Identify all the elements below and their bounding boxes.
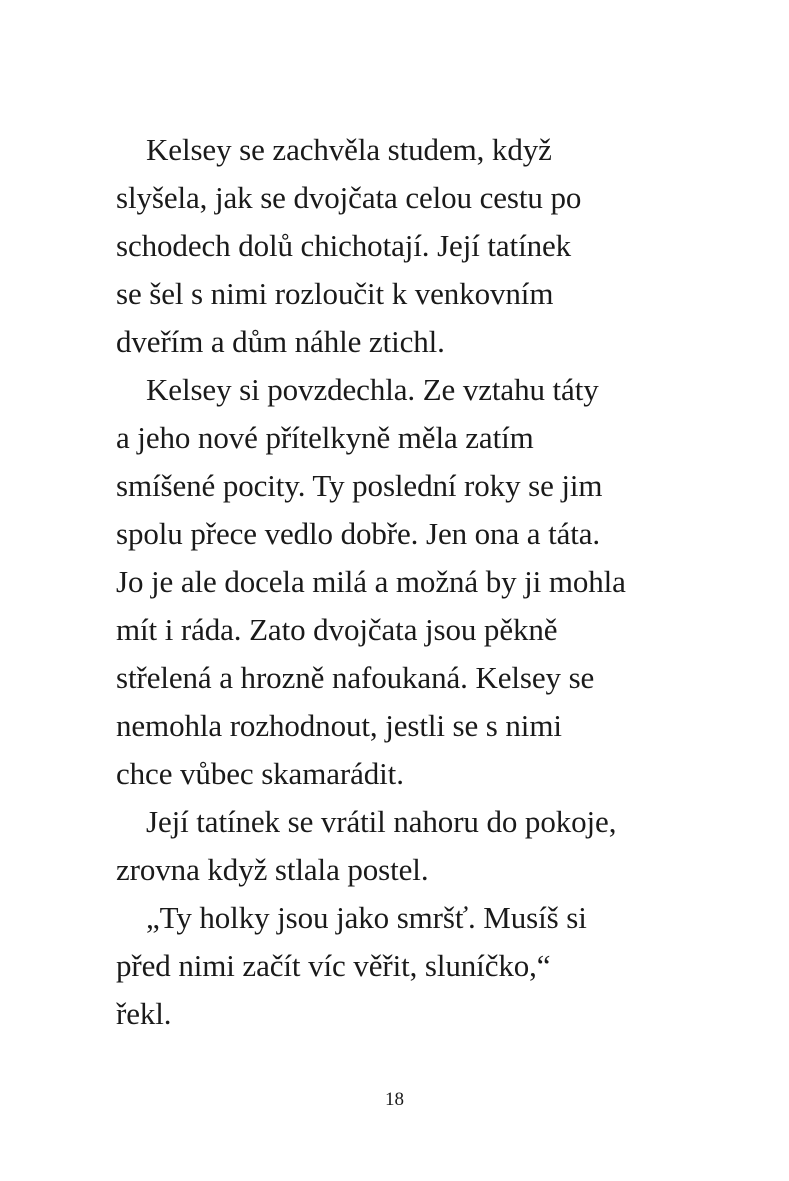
text-line: před nimi začít víc věřit, sluníčko,“ [116, 948, 551, 983]
text-line: smíšené pocity. Ty poslední roky se jim [116, 468, 603, 503]
text-line: Jo je ale docela milá a možná by ji mohla [116, 564, 626, 599]
text-line: řekl. [116, 996, 172, 1031]
text-line: Kelsey se zachvěla studem, když [146, 132, 552, 167]
text-line: Její tatínek se vrátil nahoru do pokoje, [146, 804, 617, 839]
text-line: Kelsey si povzdechla. Ze vztahu táty [146, 372, 599, 407]
text-line: střelená a hrozně nafoukaná. Kelsey se [116, 660, 595, 695]
text-line: schodech dolů chichotají. Její tatínek [116, 228, 572, 263]
text-line: dveřím a dům náhle ztichl. [116, 324, 445, 359]
body-text [116, 126, 676, 1038]
paragraph [116, 126, 676, 366]
paragraph [116, 798, 676, 894]
text-line: se šel s nimi rozloučit k venkovním [116, 276, 554, 311]
text-line: „Ty holky jsou jako smršť. Musíš si [146, 900, 587, 935]
text-line: a jeho nové přítelkyně měla zatím [116, 420, 534, 455]
text-line: nemohla rozhodnout, jestli se s nimi [116, 708, 562, 743]
paragraph [116, 366, 676, 798]
paragraph [116, 894, 676, 1038]
text-line: chce vůbec skamarádit. [116, 756, 404, 791]
page-number: 18 [385, 1089, 404, 1110]
text-line: mít i ráda. Zato dvojčata jsou pěkně [116, 612, 558, 647]
text-line: slyšela, jak se dvojčata celou cestu po [116, 180, 582, 215]
text-line: zrovna když stlala postel. [116, 852, 429, 887]
text-line: spolu přece vedlo dobře. Jen ona a táta. [116, 516, 601, 551]
